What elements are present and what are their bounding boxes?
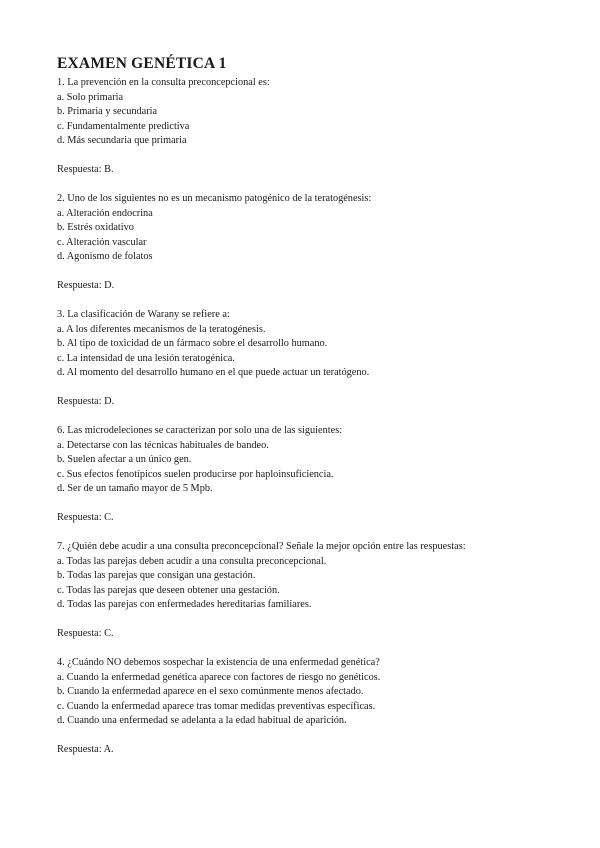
option-c: c. La intensidad de una lesión teratogénica. [57, 352, 235, 364]
question-block [57, 424, 557, 526]
option-d: d. Cuando una enfermedad se adelanta a la edad habitual de aparición. [57, 715, 347, 726]
option-b: b. Cuando la enfermedad aparece en el sexo comúnmente menos afectado. [57, 686, 364, 697]
option-b: b. Primaria y secundaria [57, 106, 158, 117]
option-c: c. Todas las parejas que deseen obtener una gestación. [57, 584, 280, 596]
answer-text: Respuesta: C. [57, 512, 114, 523]
option-a: a. Solo primaria [57, 91, 124, 103]
option-b: b. Todas las parejas que consigan una gestación. [57, 570, 256, 581]
question-block [57, 192, 557, 294]
option-d: d. Más secundaria que primaria [57, 135, 187, 146]
option-d: d. Ser de un tamaño mayor de 5 Mpb. [57, 483, 213, 494]
question-block [57, 540, 557, 642]
document-title: EXAMEN GENÉTICA 1 [57, 55, 227, 72]
answer-text: Respuesta: C. [57, 628, 114, 639]
exam-document [57, 54, 557, 772]
option-c: c. Alteración vascular [57, 236, 147, 248]
option-b: b. Estrés oxidativo [57, 222, 134, 233]
option-b: b. Suelen afectar a un único gen. [57, 454, 192, 465]
question-text: 7. ¿Quién debe acudir a una consulta preconcepcional? Señale la mejor opción entre las respuestas: [57, 541, 466, 552]
question-block [57, 76, 557, 178]
question-text: 1. La prevención en la consulta preconcepcional es: [57, 77, 270, 88]
option-c: c. Fundamentalmente predictiva [57, 120, 190, 132]
option-b: b. Al tipo de toxicidad de un fármaco sobre el desarrollo humano. [57, 338, 328, 349]
option-d: d. Agonismo de folatos [57, 251, 153, 262]
question-text: 6. Las microdeleciones se caracterizan por solo una de las siguientes: [57, 425, 343, 436]
option-a: a. Todas las parejas deben acudir a una consulta preconcepcional. [57, 555, 327, 567]
question-text: 3. La clasificación de Warany se refiere a: [57, 309, 230, 320]
question-text: 2. Uno de los siguientes no es un mecanismo patogénico de la teratogénesis: [57, 193, 372, 204]
question-block [57, 656, 557, 758]
option-d: d. Todas las parejas con enfermedades hereditarias familiares. [57, 599, 312, 610]
option-a: a. Detectarse con las técnicas habituales de bandeo. [57, 439, 269, 451]
option-c: c. Cuando la enfermedad aparece tras tomar medidas preventivas específicas. [57, 700, 376, 712]
answer-text: Respuesta: B. [57, 164, 114, 175]
question-text: 4. ¿Cuándo NO debemos sospechar la existencia de una enfermedad genética? [57, 657, 380, 668]
option-c: c. Sus efectos fenotípicos suelen producirse por haploinsuficiencia. [57, 468, 334, 480]
answer-text: Respuesta: A. [57, 744, 114, 755]
option-d: d. Al momento del desarrollo humano en el que puede actuar un teratógeno. [57, 367, 370, 378]
answer-text: Respuesta: D. [57, 396, 115, 407]
option-a: a. Alteración endocrina [57, 207, 153, 219]
answer-text: Respuesta: D. [57, 280, 115, 291]
option-a: a. A los diferentes mecanismos de la teratogénesis. [57, 323, 266, 335]
question-block [57, 308, 557, 410]
option-a: a. Cuando la enfermedad genética aparece con factores de riesgo no genéticos. [57, 671, 381, 683]
